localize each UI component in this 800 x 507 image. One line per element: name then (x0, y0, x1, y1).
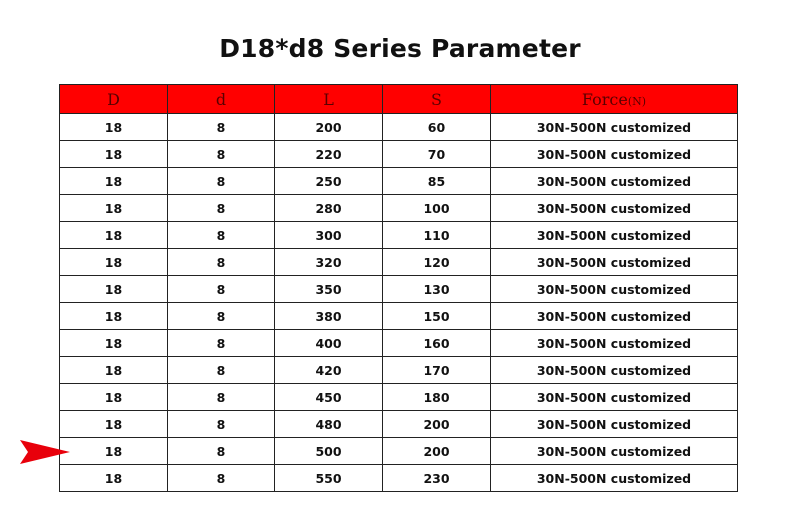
cell-d-inner: 8 (168, 438, 275, 465)
cell-d-outer: 18 (60, 276, 168, 303)
header-d-inner: d (168, 85, 275, 114)
cell-length: 500 (275, 438, 383, 465)
cell-stroke: 70 (383, 141, 491, 168)
table-row (60, 249, 738, 276)
cell-length: 220 (275, 141, 383, 168)
cell-force: 30N-500N customized (491, 384, 738, 411)
table-row (60, 438, 738, 465)
table-row (60, 330, 738, 357)
header-force (491, 85, 738, 114)
cell-d-outer: 18 (60, 168, 168, 195)
cell-stroke: 200 (383, 411, 491, 438)
cell-d-outer: 18 (60, 330, 168, 357)
table-row (60, 303, 738, 330)
header-force-label: Force (581, 89, 628, 109)
cell-length: 400 (275, 330, 383, 357)
cell-length: 280 (275, 195, 383, 222)
cell-stroke: 150 (383, 303, 491, 330)
cell-force: 30N-500N customized (491, 141, 738, 168)
cell-d-outer: 18 (60, 195, 168, 222)
cell-force: 30N-500N customized (491, 303, 738, 330)
cell-stroke: 100 (383, 195, 491, 222)
cell-stroke: 85 (383, 168, 491, 195)
cell-stroke: 180 (383, 384, 491, 411)
cell-d-outer: 18 (60, 114, 168, 141)
cell-length: 450 (275, 384, 383, 411)
cell-d-inner: 8 (168, 195, 275, 222)
cell-force: 30N-500N customized (491, 357, 738, 384)
cell-d-outer: 18 (60, 222, 168, 249)
cell-length: 380 (275, 303, 383, 330)
table-row (60, 222, 738, 249)
cell-d-inner: 8 (168, 276, 275, 303)
cell-stroke: 170 (383, 357, 491, 384)
table-row (60, 357, 738, 384)
cell-length: 420 (275, 357, 383, 384)
cell-d-outer: 18 (60, 357, 168, 384)
cell-length: 480 (275, 411, 383, 438)
header-d-outer: D (60, 85, 168, 114)
cell-stroke: 200 (383, 438, 491, 465)
cell-d-inner: 8 (168, 249, 275, 276)
cell-force: 30N-500N customized (491, 168, 738, 195)
cell-d-inner: 8 (168, 141, 275, 168)
header-stroke: S (383, 85, 491, 114)
cell-stroke: 120 (383, 249, 491, 276)
cell-d-outer: 18 (60, 303, 168, 330)
cell-force: 30N-500N customized (491, 195, 738, 222)
cell-length: 550 (275, 465, 383, 492)
cell-d-outer: 18 (60, 141, 168, 168)
parameter-table (59, 84, 738, 492)
table-row (60, 168, 738, 195)
table-row (60, 465, 738, 492)
cell-stroke: 110 (383, 222, 491, 249)
page-title: D18*d8 Series Parameter (219, 34, 581, 63)
table-header-row (60, 85, 738, 114)
table-row (60, 195, 738, 222)
cell-stroke: 130 (383, 276, 491, 303)
cell-stroke: 230 (383, 465, 491, 492)
table-row (60, 411, 738, 438)
table-row (60, 276, 738, 303)
cell-d-outer: 18 (60, 249, 168, 276)
cell-d-inner: 8 (168, 222, 275, 249)
cell-length: 200 (275, 114, 383, 141)
table-row (60, 384, 738, 411)
cell-force: 30N-500N customized (491, 411, 738, 438)
cell-d-outer: 18 (60, 438, 168, 465)
cell-length: 300 (275, 222, 383, 249)
header-length: L (275, 85, 383, 114)
header-force-unit: (N) (627, 94, 647, 108)
table-row (60, 114, 738, 141)
cell-d-inner: 8 (168, 114, 275, 141)
cell-d-outer: 18 (60, 411, 168, 438)
cell-d-outer: 18 (60, 465, 168, 492)
cell-d-inner: 8 (168, 465, 275, 492)
cell-d-outer: 18 (60, 384, 168, 411)
cell-length: 350 (275, 276, 383, 303)
cell-d-inner: 8 (168, 303, 275, 330)
cell-stroke: 160 (383, 330, 491, 357)
cell-force: 30N-500N customized (491, 249, 738, 276)
cell-force: 30N-500N customized (491, 222, 738, 249)
cell-length: 320 (275, 249, 383, 276)
cell-force: 30N-500N customized (491, 465, 738, 492)
cell-length: 250 (275, 168, 383, 195)
cell-force: 30N-500N customized (491, 276, 738, 303)
cell-d-inner: 8 (168, 357, 275, 384)
red-arrow-pointer-icon (20, 440, 70, 464)
cell-force: 30N-500N customized (491, 330, 738, 357)
cell-force: 30N-500N customized (491, 438, 738, 465)
table-row (60, 141, 738, 168)
cell-d-inner: 8 (168, 168, 275, 195)
cell-d-inner: 8 (168, 330, 275, 357)
cell-stroke: 60 (383, 114, 491, 141)
cell-force: 30N-500N customized (491, 114, 738, 141)
cell-d-inner: 8 (168, 384, 275, 411)
cell-d-inner: 8 (168, 411, 275, 438)
